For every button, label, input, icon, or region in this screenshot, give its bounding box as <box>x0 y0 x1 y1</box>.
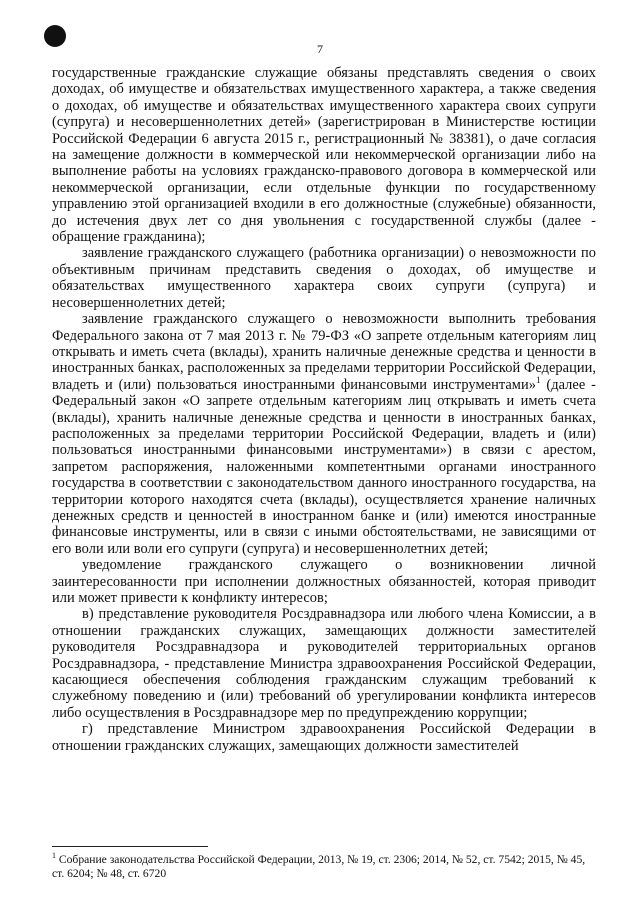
footnote <box>52 853 592 881</box>
foreign-paragraph-text: заявление гражданского служащего о невозможности выполнить требования Федерального закона от 7 мая 2013 г. № 79-ФЗ «О запрете отдельным категориям лиц открывать и иметь счета (вклады), хранить наличные денежные средства и ценности в иностранных банках, расположенных за пределами территории Российской Федерации, владеть и (или) пользоваться иностранными финансовыми инструментами» <box>52 311 596 393</box>
footnote-separator <box>52 846 208 847</box>
footnote-text: Собрание законодательства Российской Федерации, 2013, № 19, ст. 2306; 2014, № 52, ст. 7542; 2015, № 45, ст. 6204; № 48, ст. 6720 <box>52 853 586 880</box>
paragraph-item-g: г) представление Министром здравоохранения Российской Федерации в отношении гражданских служащих, замещающих должности заместителей <box>52 721 596 754</box>
foreign-paragraph-text-cont: (далее - Федеральный закон «О запрете отдельным категориям лиц открывать и иметь счета (вклады), хранить наличные денежные средства и ценности в иностранных банках, расположенных за пределами территории Российской Федерации, владеть и (или) пользоваться иностранными финансовыми инструментами») в связи с арестом, запретом распоряжения, наложенными компетентными органами иностранного государства в соответствии с законодательством данного иностранного государства, на территории которого находятся счета (вклады), осуществляется хранение наличных денежных средств и ценностей в иностранном банке и (или) имеются иностранные финансовые инструменты, или в связи с иными обстоятельствами, не зависящими от его воли или воли его супруги (супруга) и несовершеннолетних детей; <box>52 376 596 557</box>
paragraph-notification: уведомление гражданского служащего о возникновении личной заинтересованности при исполнении должностных обязанностей, которая приводит или может привести к конфликту интересов; <box>52 557 596 606</box>
footnote-reference: 1 <box>535 374 541 385</box>
paragraph-foreign-accounts <box>52 311 596 557</box>
footnote-mark: 1 <box>52 851 56 861</box>
paragraph-inability-statement: заявление гражданского служащего (работника организации) о невозможности по объективным причинам представить сведения о доходах, об имуществе и обязательствах имущественного характера своих супруги (супруга) и несовершеннолетних детей; <box>52 245 596 311</box>
paragraph-item-v: в) представление руководителя Росздравнадзора или любого члена Комиссии, а в отношении гражданских служащих, замещающих должности заместителей руководителя Росздравнадзора и руководителей территориальных органов Росздравнадзора, - представление Министра здравоохранения Российской Федерации, касающиеся обеспечения соблюдения гражданским служащим требований к служебному поведению и (или) требований об урегулировании конфликта интересов либо осуществления в Росздравнадзоре мер по предупреждению коррупции; <box>52 606 596 721</box>
document-body <box>52 65 596 754</box>
paragraph-continuation: государственные гражданские служащие обязаны представлять сведения о своих доходах, об имуществе и обязательствах имущественного характера, а также сведения о доходах, об имуществе и обязательствах имущественного характера своих супруги (супруга) и несовершеннолетних детей» (зарегистрирован в Министерстве юстиции Российской Федерации 6 августа 2015 г., регистрационный № 38381), о даче согласия на замещение должности в коммерческой или некоммерческой организации либо на выполнение работы на условиях гражданско-правового договора в коммерческой или некоммерческой организации, если отдельные функции по государственному управлению этой организацией входили в его должностные (служебные) обязанности, до истечения двух лет со дня увольнения с государственной службы (далее - обращение гражданина); <box>52 65 596 246</box>
page-number: 7 <box>317 42 323 56</box>
punch-hole-mark <box>44 25 66 47</box>
